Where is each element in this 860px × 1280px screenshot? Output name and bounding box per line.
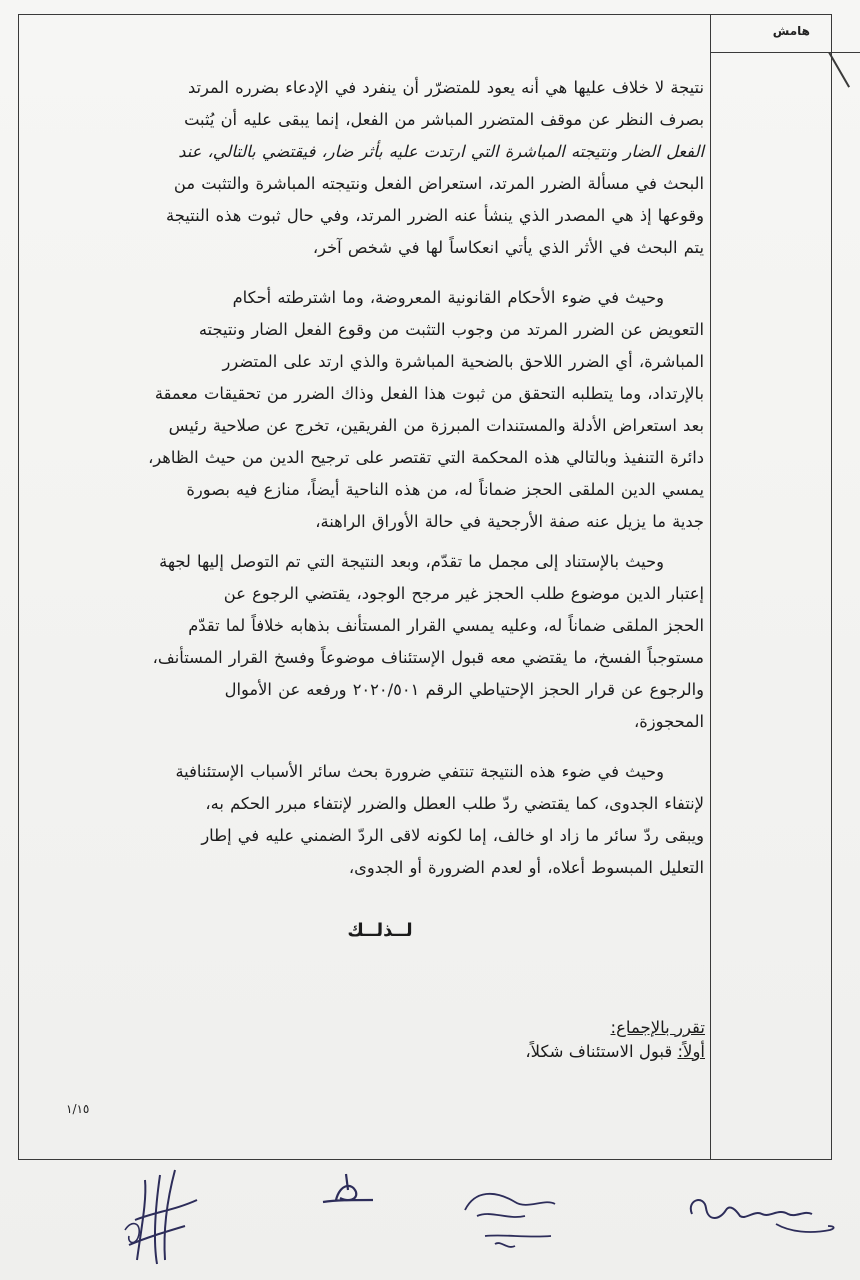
paragraph-line: مستوجباً الفسخ، ما يقتضي معه قبول الإستئناف موضوعاً وفسخ القرار المستأنف، bbox=[152, 648, 704, 667]
paragraph-line: الحجز الملقى ضماناً له، وعليه يمسي القرار المستأنف بذهابه خلافاً لما تقدّم bbox=[188, 616, 704, 635]
paragraph-line: وحيث في ضوء الأحكام القانونية المعروضة، وما اشترطته أحكام bbox=[232, 288, 664, 307]
paragraph-line: جدية ما يزيل عنه صفة الأرجحية في حالة الأوراق الراهنة، bbox=[315, 512, 704, 531]
decision-block bbox=[525, 1016, 705, 1064]
paragraph-line: إعتبار الدين موضوع طلب الحجز غير مرجح الوجود، يقتضي الرجوع عن bbox=[223, 584, 704, 603]
decision-intro: تقرر بالإجماع: bbox=[610, 1018, 705, 1037]
decision-item-1 bbox=[525, 1040, 705, 1064]
paragraph-line: لإنتفاء الجدوى، كما يقتضي ردّ طلب العطل والضرر لإنتفاء مبرر الحكم به، bbox=[205, 794, 704, 813]
section-heading: لــذلــك bbox=[347, 920, 413, 941]
paragraph-line: بصرف النظر عن موقف المتضرر المباشر من الفعل، إنما يبقى عليه أن يُثبت bbox=[184, 110, 704, 129]
paragraph-3 bbox=[40, 546, 704, 738]
signature-1 bbox=[105, 1160, 215, 1270]
paragraph-line: يمسي الدين الملقى الحجز ضماناً له، من هذه الناحية أيضاً، منازع فيه بصورة bbox=[186, 480, 704, 499]
paragraph-line: وقوعها إذ هي المصدر الذي ينشأ عنه الضرر المرتد، وفي حال ثبوت هذه النتيجة bbox=[166, 206, 704, 225]
paragraph-line: الفعل الضار ونتيجته المباشرة التي ارتدت عليه بأثر ضار، فيقتضي بالتالي، عند bbox=[178, 142, 704, 161]
signature-2 bbox=[318, 1170, 378, 1215]
paragraph-2 bbox=[40, 282, 704, 538]
paragraph-line: البحث في مسألة الضرر المرتد، استعراض الفعل ونتيجته المباشرة والتثبت من bbox=[173, 174, 704, 193]
paragraph-line: وحيث بالإستناد إلى مجمل ما تقدّم، وبعد النتيجة التي تم التوصل إليها لجهة bbox=[159, 552, 664, 571]
paragraph-line: المحجوزة، bbox=[634, 712, 704, 731]
decision-item-text: قبول الاستئناف شكلاً، bbox=[525, 1042, 678, 1061]
paragraph-line: التعليل المبسوط أعلاه، أو لعدم الضرورة أو الجدوى، bbox=[348, 858, 704, 877]
decision-item-prefix: أولاً: bbox=[677, 1042, 705, 1061]
margin-label: هامش bbox=[772, 24, 810, 38]
paragraph-line: والرجوع عن قرار الحجز الإحتياطي الرقم ٢٠٢٠/٥٠١ ورفعه عن الأموال bbox=[224, 680, 704, 699]
margin-column bbox=[710, 14, 832, 1160]
page-number: ١/١٥ bbox=[66, 1102, 90, 1116]
margin-header-divider bbox=[710, 52, 860, 53]
paragraph-line: نتيجة لا خلاف عليها هي أنه يعود للمتضرّر أن ينفرد في الإدعاء بضرره المرتد bbox=[187, 78, 704, 97]
paragraph-line: ويبقى ردّ سائر ما زاد او خالف، إما لكونه لاقى الردّ الضمني عليه في إطار bbox=[201, 826, 704, 845]
paragraph-line: بالإرتداد، وما يتطلبه التحقق من ثبوت هذا الفعل وذاك الضرر من تحقيقات معمقة bbox=[154, 384, 704, 403]
signature-4 bbox=[680, 1180, 840, 1260]
paragraph-line: التعويض عن الضرر المرتد من وجوب التثبت من وقوع الفعل الضار ونتيجته bbox=[198, 320, 704, 339]
paragraph-line: وحيث في ضوء هذه النتيجة تنتفي ضرورة بحث سائر الأسباب الإستئنافية bbox=[175, 762, 664, 781]
paragraph-line: يتم البحث في الأثر الذي يأتي انعكاساً لها في شخص آخر، bbox=[312, 238, 704, 257]
signature-3 bbox=[455, 1180, 565, 1260]
paragraph-1 bbox=[40, 72, 704, 264]
paragraph-line: بعد استعراض الأدلة والمستندات المبرزة من الفريقين، تخرج عن صلاحية رئيس bbox=[168, 416, 704, 435]
paragraph-line: المباشرة، أي الضرر اللاحق بالضحية المباشرة والذي ارتد على المتضرر bbox=[222, 352, 704, 371]
paragraph-line: دائرة التنفيذ وبالتالي هذه المحكمة التي تقتصر على ترجيح الدين من حيث الظاهر، bbox=[148, 448, 704, 467]
paragraph-4 bbox=[40, 756, 704, 884]
